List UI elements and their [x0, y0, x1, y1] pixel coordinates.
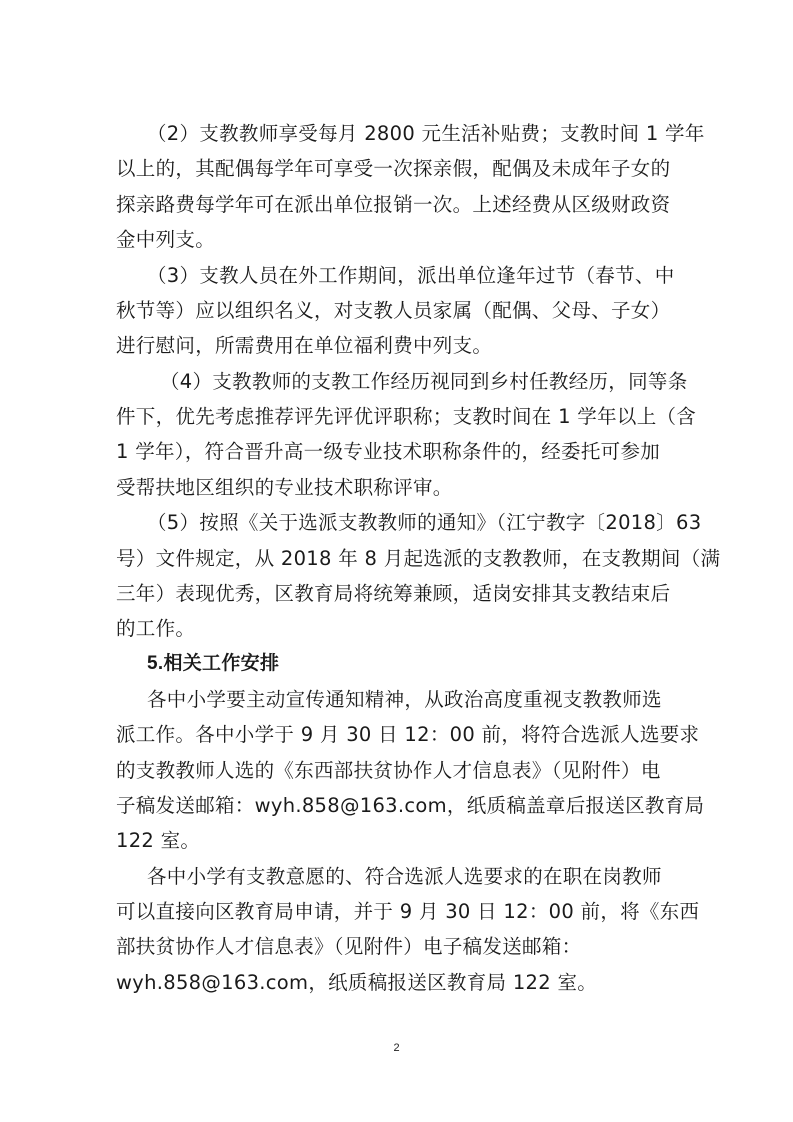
paragraph-3-line-3: 进行慰问，所需费用在单位福利费中列支。	[116, 334, 493, 357]
paragraph-6-line-5: 122 室。	[116, 829, 201, 852]
paragraph-6-line-2: 派工作。各中小学于 9 月 30 日 12：00 前，将符合选派人选要求	[116, 723, 700, 746]
paragraph-2-line-1: （2）支教教师享受每月 2800 元生活补贴费；支教时间 1 学年	[147, 122, 705, 145]
paragraph-3-line-1: （3）支教人员在外工作期间，派出单位逢年过节（春节、中	[147, 264, 675, 287]
paragraph-4-line-4: 受帮扶地区组织的专业技术职称评审。	[116, 476, 453, 499]
page-number: 2	[393, 1042, 400, 1054]
paragraph-4-line-1: （4）支教教师的支教工作经历视同到乡村任教经历，同等条	[160, 370, 688, 393]
paragraph-4-line-3: 1 学年），符合晋升高一级专业技术职称条件的，经委托可参加	[116, 440, 661, 463]
paragraph-2-line-4: 金中列支。	[116, 228, 216, 251]
section-heading: 5.相关工作安排	[147, 653, 280, 674]
paragraph-2-line-3: 探亲路费每学年可在派出单位报销一次。上述经费从区级财政资	[116, 193, 671, 216]
paragraph-7-line-2: 可以直接向区教育局申请，并于 9 月 30 日 12：00 前，将《东西	[116, 900, 700, 923]
paragraph-5-line-1: （5）按照《关于选派支教教师的通知》（江宁教字〔2018〕63	[147, 511, 702, 534]
paragraph-5-line-2: 号）文件规定，从 2018 年 8 月起选派的支教教师，在支教期间（满	[116, 547, 721, 570]
paragraph-3-line-2: 秋节等）应以组织名义，对支教人员家属（配偶、父母、子女）	[116, 299, 671, 322]
paragraph-5-line-4: 的工作。	[116, 617, 196, 640]
paragraph-7-line-4: wyh.858@163.com，纸质稿报送区教育局 122 室。	[116, 971, 598, 994]
paragraph-7-line-1: 各中小学有支教意愿的、符合选派人选要求的在职在岗教师	[147, 865, 662, 888]
paragraph-7-line-3: 部扶贫协作人才信息表》（见附件）电子稿发送邮箱：	[116, 935, 582, 958]
paragraph-2-line-2: 以上的，其配偶每学年可享受一次探亲假，配偶及未成年子女的	[116, 157, 671, 180]
paragraph-4-line-2: 件下，优先考虑推荐评先评优评职称；支教时间在 1 学年以上（含	[116, 405, 697, 428]
paragraph-6-line-1: 各中小学要主动宣传通知精神，从政治高度重视支教教师选	[147, 688, 662, 711]
paragraph-5-line-3: 三年）表现优秀，区教育局将统筹兼顾，适岗安排其支教结束后	[116, 582, 671, 605]
paragraph-6-line-4: 子稿发送邮箱：wyh.858@163.com，纸质稿盖章后报送区教育局	[116, 794, 705, 817]
paragraph-6-line-3: 的支教教师人选的《东西部扶贫协作人才信息表》（见附件）电	[116, 759, 661, 782]
